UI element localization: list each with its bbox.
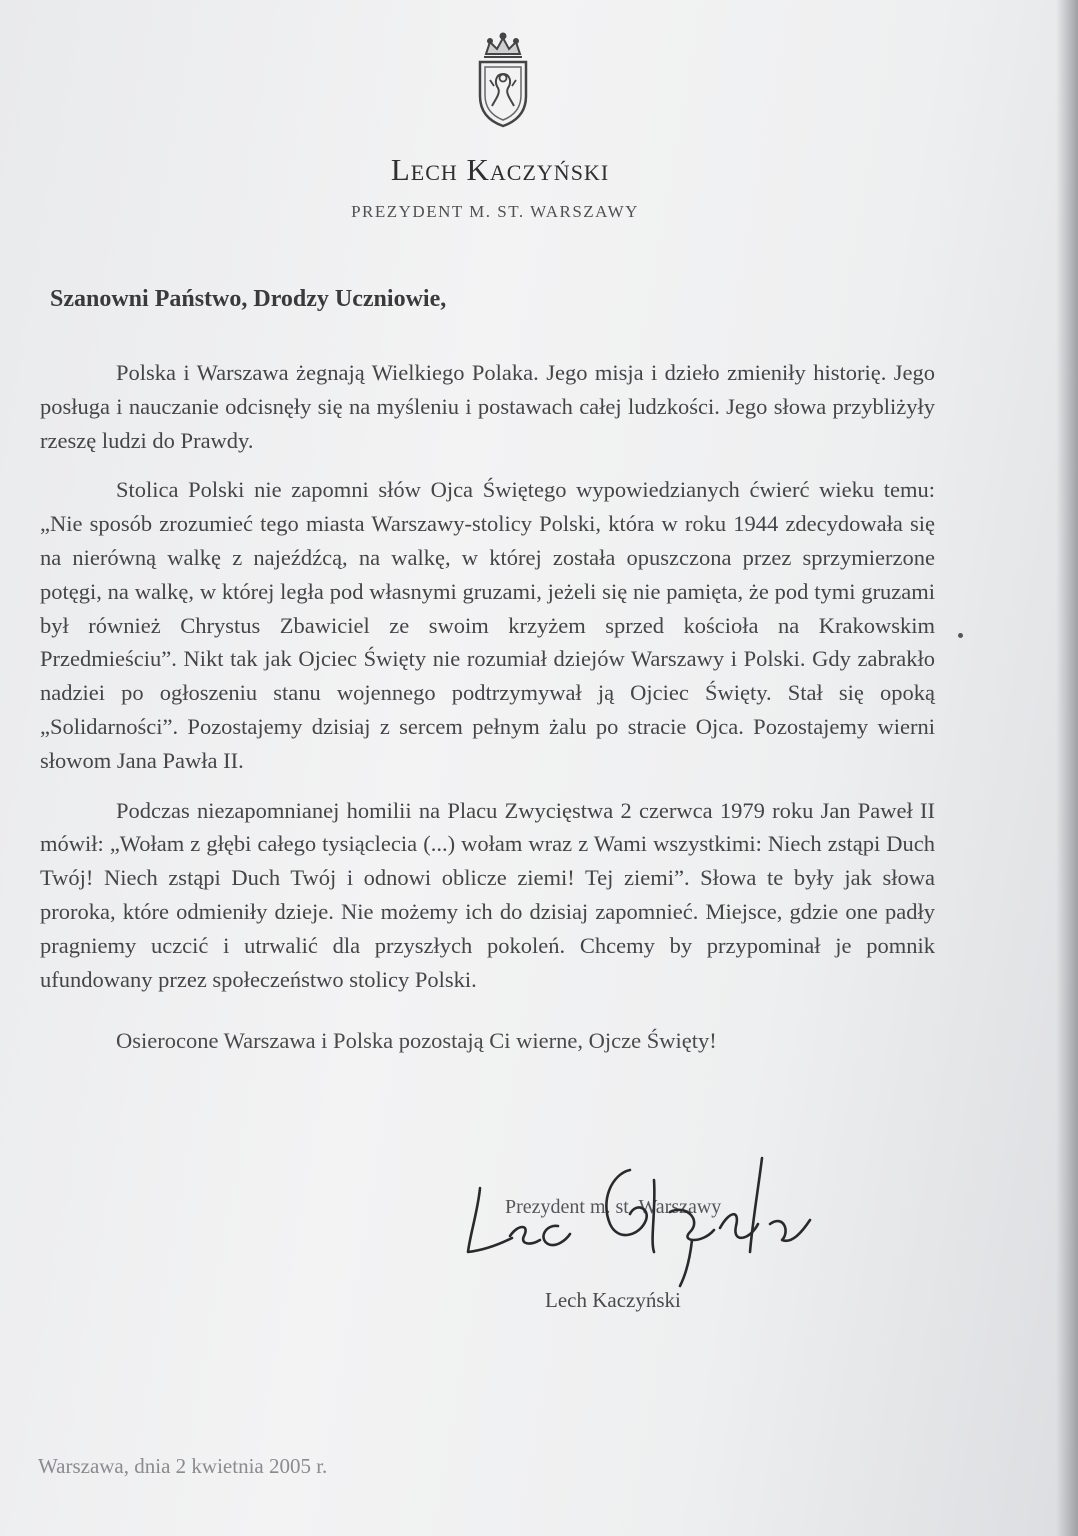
signatory-name: Lech Kaczyński (545, 1288, 681, 1312)
warsaw-coat-of-arms-icon (470, 30, 536, 130)
salutation: Szanowni Państwo, Drodzy Uczniowie, (50, 286, 447, 312)
ink-dot (958, 633, 963, 638)
paragraph: Podczas niezapomnianej homilii na Placu Zwycięstwa 2 czerwca 1979 roku Jan Paweł II mówił: „Wołam z głębi całego tysiąclecia (...) wołam wraz z Wami wszystkimi: Niech zstąpi Duch Twój! Niech zstąpi Duch Twój i odnowi oblicze ziemi! Tej ziemi”. Słowa te były jak słowa proroka, które odmieniły dzieje. Nie możemy ich do dzisiaj zapomnieć. Miejsce, gdzie one padły pragniemy uczcić i utrwalić dla przyszłych pokoleń. Chcemy by przypominał je pomnik ufundowany przez społeczeństwo stolicy Polski. (40, 797, 935, 992)
closing-line: Osierocone Warszawa i Polska pozostają Ci wierne, Ojcze Święty! (116, 1028, 717, 1053)
letter-body (40, 356, 935, 1012)
letterhead-name: Lech Kaczyński (390, 152, 610, 187)
handwritten-signature (440, 1140, 820, 1290)
page-edge-shadow (1056, 0, 1078, 1536)
signature-title: Prezydent m. st. Warszawy (505, 1196, 722, 1218)
letterhead-title: PREZYDENT M. ST. WARSZAWY (351, 202, 639, 221)
dateline: Warszawa, dnia 2 kwietnia 2005 r. (38, 1454, 328, 1478)
paragraph: Polska i Warszawa żegnają Wielkiego Polaka. Jego misja i dzieło zmieniły historię. Jego posługa i nauczanie odcisnęły się na myśleniu i postawach całej ludzkości. Jego słowa przybliżyły rzeszę ludzi do Prawdy. (40, 360, 935, 453)
paragraph: Stolica Polski nie zapomni słów Ojca Świętego wypowiedzianych ćwierć wieku temu: „Nie sposób zrozumieć tego miasta Warszawy-stolicy Polski, która w roku 1944 zdecydowała się na nierówną walkę z najeźdźcą, na walkę, w której została opuszczona przez sprzymierzone potęgi, na walkę, w której legła pod własnymi gruzami, jeżeli się nie pamięta, że pod tymi gruzami był również Chrystus Zbawiciel ze swoim krzyżem sprzed kościoła na Krakowskim Przedmieściu”. Nikt tak jak Ojciec Święty nie rozumiał dziejów Warszawy i Polski. Gdy zabrakło nadziei po ogłoszeniu stanu wojennego podtrzymywał ją Ojciec Święty. Stał się opoką „Solidarności”. Pozostajemy dzisiaj z sercem pełnym żalu po stracie Ojca. Pozostajemy wierni słowom Jana Pawła II. (40, 477, 935, 773)
